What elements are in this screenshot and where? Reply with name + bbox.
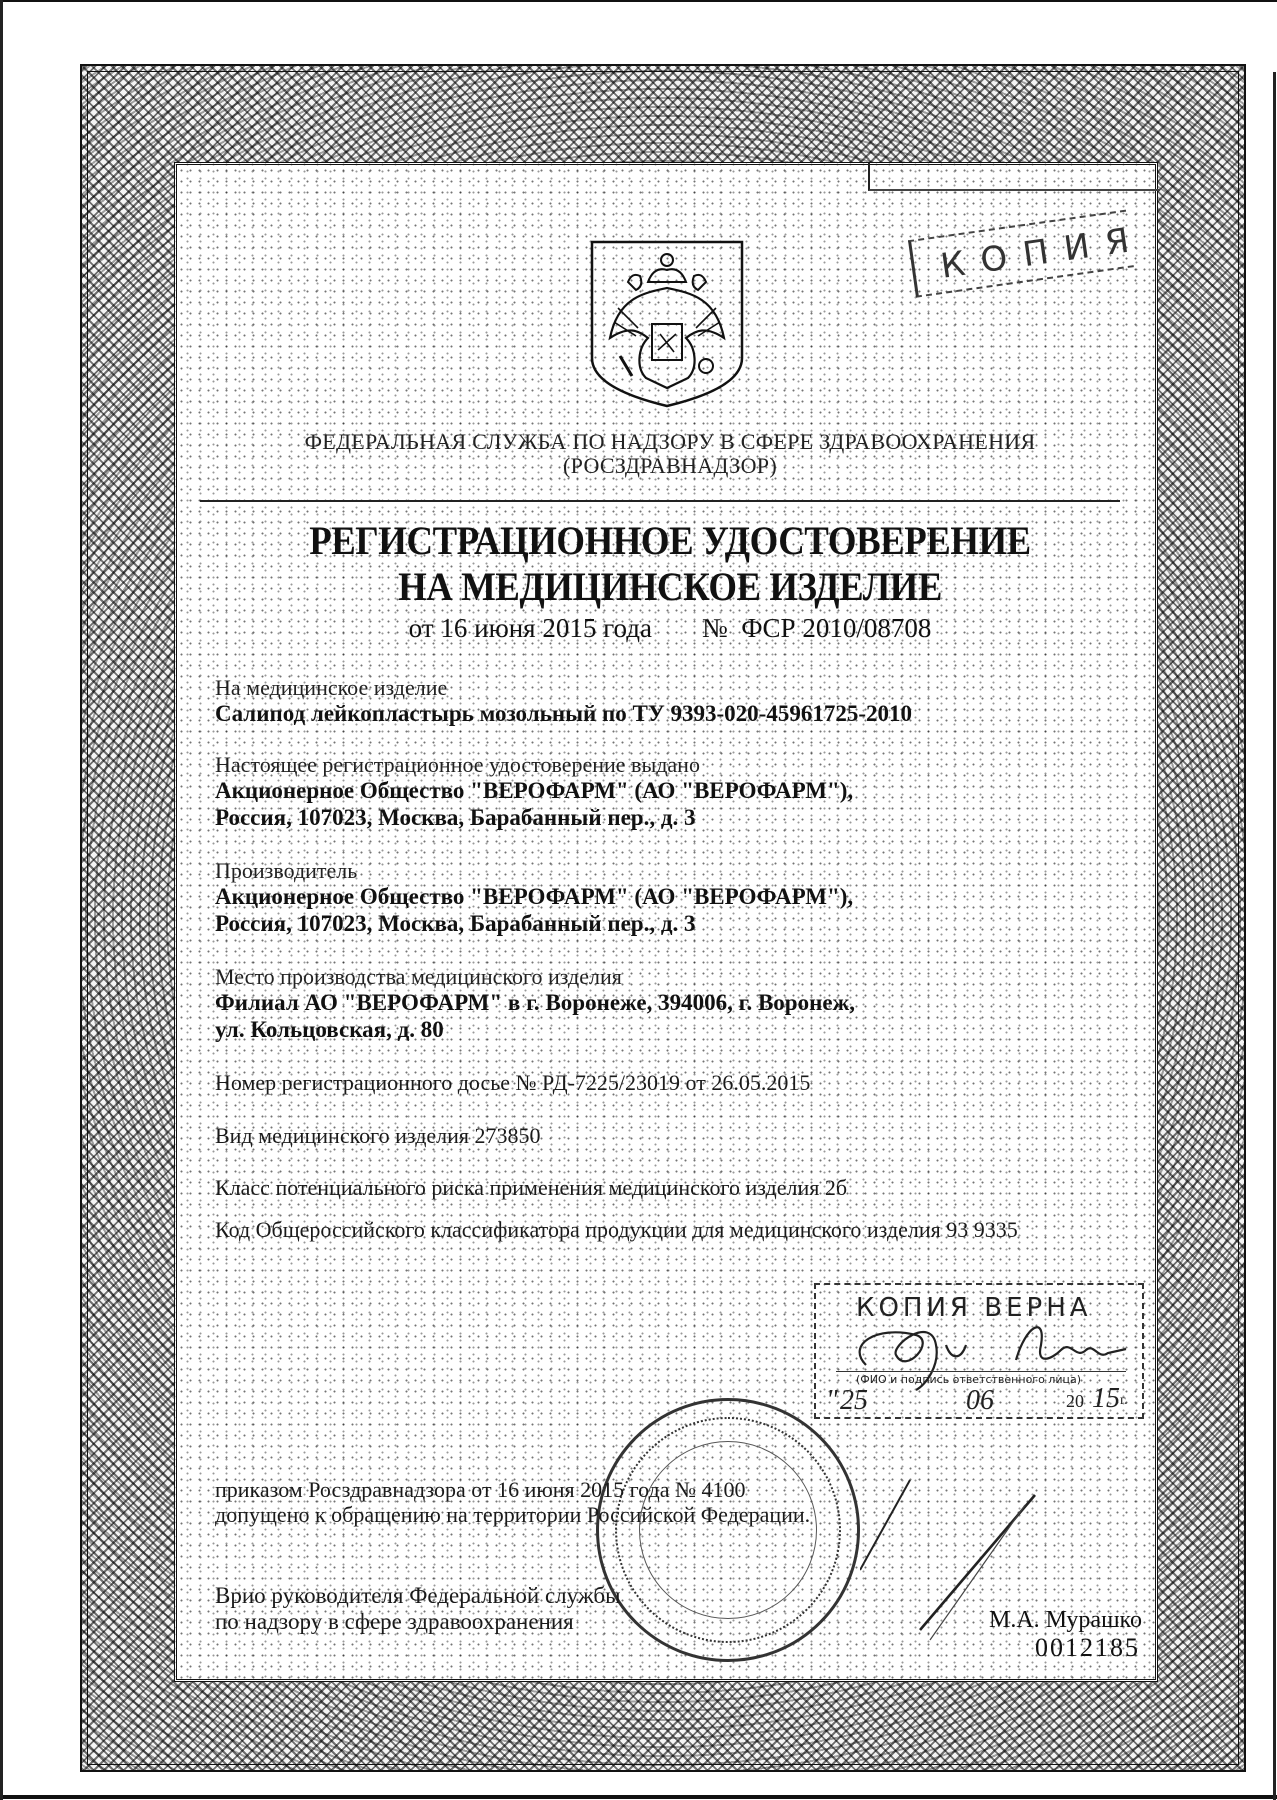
date-month: 06 — [966, 1385, 994, 1416]
device-value: Салипод лейкопластырь мозольный по ТУ 9393-020-45961725-2010 — [215, 701, 912, 726]
issued-value-line-2: Россия, 107023, Москва, Барабанный пер., д. 3 — [215, 805, 696, 830]
issued-value-line-1: Акционерное Общество "ВЕРОФАРМ" (АО "ВЕРОФАРМ"), — [215, 778, 854, 803]
dossier-line: Номер регистрационного досье № РД-7225/23019 от 26.05.2015 — [215, 1070, 811, 1095]
scan-edge-right — [1273, 72, 1276, 1800]
agency-header — [200, 430, 1140, 478]
certificate-date-number — [180, 612, 1160, 644]
certified-copy-title: КОПИЯ ВЕРНА — [856, 1293, 1092, 1323]
agency-name: ФЕДЕРАЛЬНАЯ СЛУЖБА ПО НАДЗОРУ В СФЕРЕ ЗДРАВООХРАНЕНИЯ — [304, 429, 1036, 454]
certificate-title — [219, 518, 1121, 610]
date-year-end: г. — [1120, 1393, 1128, 1408]
manufacturer-label: Производитель — [215, 858, 358, 883]
date-year-suffix: 15 — [1092, 1383, 1120, 1414]
agency-short-name: (РОСЗДРАВНАДЗОР) — [563, 453, 777, 478]
order-line-1: приказом Росздравнадзора от 16 июня 2015 года № 4100 — [215, 1477, 746, 1502]
manufacturer-value-line-2: Россия, 107023, Москва, Барабанный пер., д. 3 — [215, 911, 696, 936]
date-day: 25 — [840, 1385, 868, 1416]
okp-code-line: Код Общероссийского классификатора продукции для медицинского изделия 93 9335 — [215, 1217, 1018, 1242]
scan-edge-top — [0, 0, 1277, 2]
copy-stamp-text: КОПИЯ — [938, 218, 1148, 287]
signer-section — [215, 1583, 621, 1635]
copy-stamp-frame — [868, 163, 1160, 191]
title-line-1: РЕГИСТРАЦИОННОЕ УДОСТОВЕРЕНИЕ — [309, 518, 1031, 563]
form-serial-number: 0012185 — [1035, 1633, 1140, 1662]
production-site-value-line-2: ул. Кольцовская, д. 80 — [215, 1017, 444, 1042]
signature-line — [836, 1371, 1126, 1372]
manufacturer-section — [215, 858, 1165, 937]
certificate-date: от 16 июня 2015 года — [408, 613, 652, 643]
issued-to-section — [215, 752, 1165, 831]
order-line-2: допущено к обращению на территории Российской Федерации. — [215, 1502, 811, 1527]
certified-copy-caption: (ФИО и подпись ответственного лица) — [856, 1373, 1082, 1386]
manufacturer-value-line-1: Акционерное Общество "ВЕРОФАРМ" (АО "ВЕРОФАРМ"), — [215, 884, 854, 909]
title-line-2: НА МЕДИЦИНСКОЕ ИЗДЕЛИЕ — [398, 564, 942, 609]
number-label: № — [701, 613, 728, 643]
production-site-label: Место производства медицинского изделия — [215, 964, 622, 989]
issued-label: Настоящее регистрационное удостоверение выдано — [215, 752, 700, 777]
russian-coat-of-arms-icon — [588, 238, 746, 410]
device-type-line: Вид медицинского изделия 273850 — [215, 1123, 541, 1148]
scan-edge-left — [0, 0, 3, 1800]
date-year-prefix: 20 — [1066, 1391, 1084, 1411]
risk-class-line: Класс потенциального риска применения медицинского изделия 2б — [215, 1175, 848, 1200]
signer-title-line-1: Врио руководителя Федеральной службы — [215, 1583, 621, 1608]
device-section — [215, 675, 1165, 727]
production-site-value-line-1: Филиал АО "ВЕРОФАРМ" в г. Воронеже, 394006, г. Воронеж, — [215, 990, 855, 1015]
scan-edge-bottom — [0, 1795, 1277, 1799]
header-divider — [200, 500, 1120, 502]
device-label: На медицинское изделие — [215, 675, 448, 700]
certified-copy-stamp: КОПИЯ ВЕРНА (ФИО и подпись ответственного лица) " 25 06 20 15 г. — [814, 1283, 1144, 1419]
production-site-section — [215, 964, 1165, 1043]
order-section — [215, 1477, 810, 1527]
official-round-seal — [596, 1398, 860, 1662]
certificate-number: ФСР 2010/08708 — [741, 613, 932, 643]
signer-title-line-2: по надзору в сфере здравоохранения — [215, 1609, 574, 1634]
signer-name: М.А. Мурашко — [989, 1607, 1142, 1633]
